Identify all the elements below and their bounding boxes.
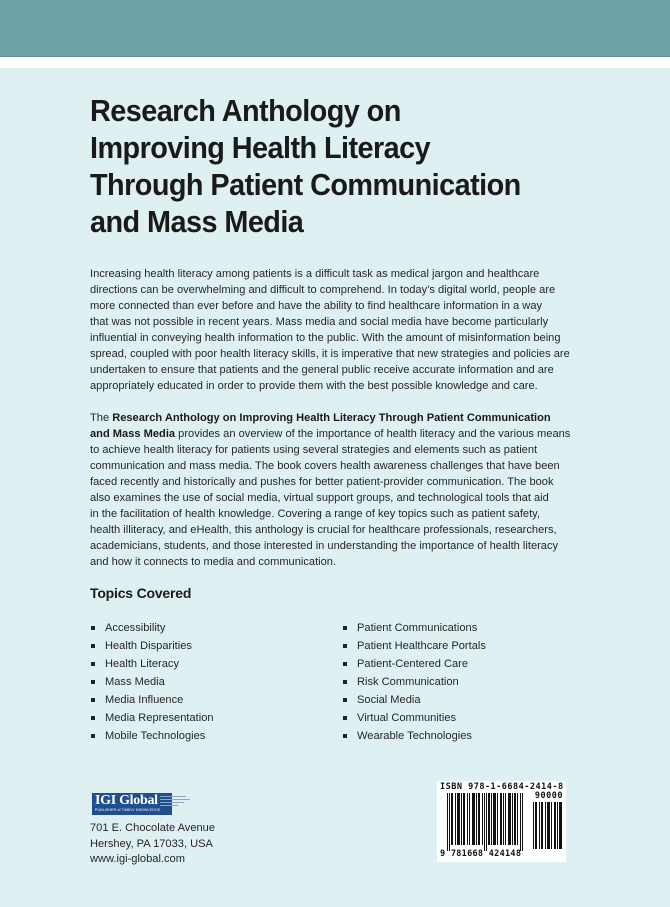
logo-speed-lines-icon — [160, 796, 190, 808]
bullet-square-icon — [91, 698, 95, 702]
text-line: influential in conveying health information to the public. With the amount of misinformation being — [90, 332, 561, 344]
list-item — [90, 637, 214, 655]
topic-label: Risk Communication — [357, 676, 459, 688]
text-line — [90, 410, 590, 426]
text-line: appropriately educated in order to provide them with the best possible knowledge and care. — [90, 380, 538, 392]
text-line: directions can be overwhelming and difficult to comprehend. In today’s digital world, people are — [90, 284, 556, 296]
title-line: Through Patient Communication — [90, 167, 521, 202]
text-line: that was not possible in recent years. Mass media and social media have become particularly — [90, 316, 549, 328]
logo-tagline: PUBLISHER of TIMELY KNOWLEDGE — [95, 808, 161, 812]
price-code: 90000 — [534, 791, 563, 801]
bullet-square-icon — [343, 680, 347, 684]
white-divider-strip — [0, 57, 670, 68]
isbn-label: ISBN 978-1-6684-2414-8 — [440, 782, 564, 792]
text-line: undertaken to ensure that patients and the general public receive accurate information and are — [90, 364, 554, 376]
bullet-square-icon — [91, 734, 95, 738]
bullet-square-icon — [343, 734, 347, 738]
address-city: Hershey, PA 17033, USA — [90, 837, 213, 850]
topic-label: Patient Healthcare Portals — [357, 640, 486, 652]
topic-label: Mobile Technologies — [105, 730, 206, 742]
address-street: 701 E. Chocolate Avenue — [90, 822, 216, 834]
list-item — [342, 637, 486, 655]
text-line: in the facilitation of health knowledge. Covering a range of key topics such as patient safety, — [90, 508, 540, 520]
text-line: Increasing health literacy among patients is a difficult task as medical jargon and healthcare — [90, 268, 540, 280]
topic-label: Health Disparities — [105, 640, 192, 652]
text-line: also examines the use of social media, virtual support groups, and technological tools that aid — [90, 492, 549, 504]
title-line: Research Anthology on — [90, 93, 401, 128]
list-item — [90, 673, 214, 691]
bullet-square-icon — [343, 644, 347, 648]
topic-label: Social Media — [357, 694, 421, 706]
text-line: to achieve health literacy for patients using several strategies and elements such as patient — [90, 444, 538, 456]
topic-label: Wearable Technologies — [357, 730, 472, 742]
barcode-addon-bars-icon — [533, 802, 563, 849]
description-paragraph-2 — [90, 410, 590, 570]
bullet-square-icon — [343, 626, 347, 630]
publisher-address — [90, 821, 215, 868]
barcode-bars-icon — [447, 793, 524, 851]
topics-list-left — [90, 619, 214, 745]
text-line: health illiteracy, and eHealth, this anthology is crucial for healthcare professionals, researchers, — [90, 524, 557, 536]
list-item — [342, 619, 486, 637]
topic-label: Patient Communications — [357, 622, 478, 634]
list-item — [90, 727, 214, 745]
logo-name: IGI Global — [95, 793, 158, 808]
text-line: and how it connects to media and communication. — [90, 556, 337, 568]
bullet-square-icon — [91, 662, 95, 666]
list-item — [90, 655, 214, 673]
text-line: faced recently and historically and pushes for better patient-provider communication. The book — [90, 476, 554, 488]
bullet-square-icon — [91, 680, 95, 684]
topic-label: Virtual Communities — [357, 712, 457, 724]
title-line: and Mass Media — [90, 204, 304, 239]
isbn-barcode — [437, 781, 566, 862]
description-paragraph-1 — [90, 266, 590, 394]
bullet-square-icon — [91, 644, 95, 648]
topic-label: Mass Media — [105, 676, 165, 688]
list-item — [342, 709, 486, 727]
topic-label: Media Representation — [105, 712, 214, 724]
list-item — [342, 655, 486, 673]
list-item — [342, 673, 486, 691]
text-line — [90, 426, 590, 442]
topic-label: Health Literacy — [105, 658, 179, 670]
book-title — [90, 92, 574, 240]
list-item — [342, 727, 486, 745]
text-line: communication and mass media. The book covers health awareness challenges that have been — [90, 460, 560, 472]
publisher-website: www.igi-global.com — [90, 853, 185, 865]
list-item — [90, 619, 214, 637]
bullet-square-icon — [343, 716, 347, 720]
topic-label: Media Influence — [105, 694, 184, 706]
text-line: academicians, students, and those interested in understanding the importance of health literacy — [90, 540, 559, 552]
top-color-band — [0, 0, 670, 57]
topic-label: Accessibility — [105, 622, 166, 634]
topics-heading: Topics Covered — [90, 585, 192, 601]
list-item — [90, 709, 214, 727]
barcode-digits: 9 781668 424148 — [440, 849, 522, 859]
topic-label: Patient-Centered Care — [357, 658, 468, 670]
topics-list-right — [342, 619, 486, 745]
bullet-square-icon — [91, 716, 95, 720]
bullet-square-icon — [343, 662, 347, 666]
bullet-square-icon — [91, 626, 95, 630]
text-line: more connected than ever before and have the ability to find healthcare information in a way — [90, 300, 543, 312]
text-fragment: provides an overview of the importance of health literacy and the various means — [175, 428, 571, 440]
list-item — [342, 691, 486, 709]
bold-book-title: Research Anthology on Improving Health Literacy Through Patient Communication — [112, 412, 551, 424]
bold-book-title: and Mass Media — [90, 428, 176, 440]
bullet-square-icon — [343, 698, 347, 702]
list-item — [90, 691, 214, 709]
text-fragment: The — [90, 412, 113, 424]
text-line: spread, coupled with poor health literacy skills, it is imperative that new strategies and policies are — [90, 348, 570, 360]
title-line: Improving Health Literacy — [90, 130, 431, 165]
